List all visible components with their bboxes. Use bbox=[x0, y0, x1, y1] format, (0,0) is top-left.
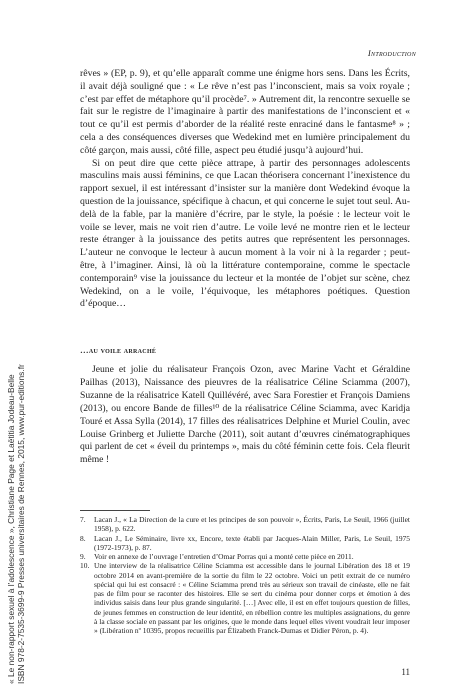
footnote-text: Voir en annexe de l’ouvrage l’entretien d’Omar Porras qui a monté cette pièce en 2011. bbox=[94, 552, 354, 561]
footnote-text: Lacan J., Le Séminaire, livre xx, Encore, texte établi par Jacques-Alain Miller, Paris, Le Seuil, 1975 (1972-1973), p. 87. bbox=[94, 533, 410, 552]
footnote-number: 9. bbox=[80, 552, 86, 561]
body-paragraph: Jeune et jolie du réalisateur François Ozon, avec Marine Vacht et Géraldine Pailhas (2013), Naissance des pieuvres de la réalisatrice Céline Sciamma (2007), Suzanne de la réalisatrice Katell Quillévéré, avec Sara Forestier et François Damiens (2013), ou encore Bande de filles¹⁰ de la réalisatrice Céline Sciamma, avec Karidja Touré et Assa Sylla (2014), 17 filles des réalisatrices Delphine et Muriel Coulin, avec Louise Grinberg et Juliette Darche (2011), soit autant d’œuvres cinématographiques qui parlent de cet « éveil du printemps », mais du côté féminin cette fois. Cela fleurit même ! bbox=[80, 364, 410, 466]
footnote bbox=[80, 534, 410, 553]
footnote bbox=[80, 515, 410, 534]
body-text-block bbox=[80, 68, 410, 311]
footnote-number: 7. bbox=[80, 515, 86, 524]
footnote bbox=[80, 561, 410, 635]
running-head: Introduction bbox=[367, 48, 416, 58]
side-credit-line: « Le non-rapport sexuel à l’adolescence », Christiane Page et Laëtitia Jodeau-Belle bbox=[6, 374, 16, 684]
footnote-number: 8. bbox=[80, 533, 86, 543]
side-credit bbox=[6, 364, 26, 684]
footnote-number: 10. bbox=[80, 561, 90, 571]
footnote bbox=[80, 552, 410, 561]
body-text-block bbox=[80, 364, 410, 467]
body-paragraph: rêves » (EP, p. 9), et qu’elle apparaît comme une énigme hors sens. Dans les Écrits, il avait déjà souligné que : « Le rêve n’est pas l’inconscient, mais sa voix royale ; c’est par effet de métaphore qu’il procède⁷. » Autrement dit, la rencontre sexuelle se fait sur le registre de l’imaginaire à partir des manifestations de l’inconscient et « tout ce qu’il est permis d’aborder de la réalité reste enraciné dans le fantasme⁸ » ; cela a des conséquences diverses que Wedekind met en lumière principalement du côté garçon, mais aussi, côté fille, aspect peu étudié jusqu’à aujourd’hui. bbox=[80, 68, 410, 156]
section-heading: …au voile arraché bbox=[80, 345, 157, 355]
footnotes bbox=[80, 515, 410, 635]
footnote-rule bbox=[80, 510, 150, 511]
side-credit-line: ISBN 978-2-7535-3699-9 Presses universitaires de Rennes, 2015, www.pur-editions.fr bbox=[16, 364, 26, 684]
body-paragraph: Si on peut dire que cette pièce attrape, à partir des personnages adolescents masculins mais aussi féminins, ce que Lacan théorisera concernant l’inexistence du rapport sexuel, il est intéressant d’insister sur la manière dont Wedekind évoque la question de la jouissance, spécifique à chacun, et qui concerne le sujet tout seul. Au-delà de la fable, par la manière d’écrire, par le style, la poésie : le lecteur voit le voile se lever, mais ne voit rien d’autre. Le voile levé ne montre rien et le lecteur reste étranger à la jouissance des petits autres que représentent les personnages. L’auteur ne convoque le lecteur à aucun moment à la voir ni à la regarder ; peut-être, à l’imaginer. Ainsi, là où la littérature contemporaine, comme le spectacle contemporain⁹ vise la jouissance du lecteur et la montée de l’objet sur scène, chez Wedekind, on a le voile, l’équivoque, les métaphores poétiques. Question d’époque… bbox=[80, 157, 410, 310]
page-number: 11 bbox=[401, 667, 410, 677]
footnote-text: Une interview de la réalisatrice Céline Sciamma est accessible dans le journal Libération des 18 et 19 octobre 2014 en avant-première de la sortie du film le 22 octobre. Voici un petit extrait de ce numéro spécial qui lui est consacré : « Céline Sciamma prend très au sérieux son travail de cinéaste, elle ne fait pas de film pour se raconter des histoires. Elle se sert du cinéma pour donner corps et émotion à des individus saisis dans leur plus grande singularité. […] Avec elle, il est en effet toujours question de filles, de jeunes femmes en construction de leur identité, en rébellion contre les multiples assignations, du genre à la classe sociale en passant par les origines, que le monde dans lequel elles vivent voudrait leur imposer » (Libération nº 10395, propos recueillis par Élizabeth Franck-Dumas et Didier Péron, p. 4). bbox=[94, 561, 410, 635]
footnote-text: Lacan J., « La Direction de la cure et les principes de son pouvoir », Écrits, Paris, Le Seuil, 1966 (juillet 1958), p. 622. bbox=[94, 515, 410, 534]
